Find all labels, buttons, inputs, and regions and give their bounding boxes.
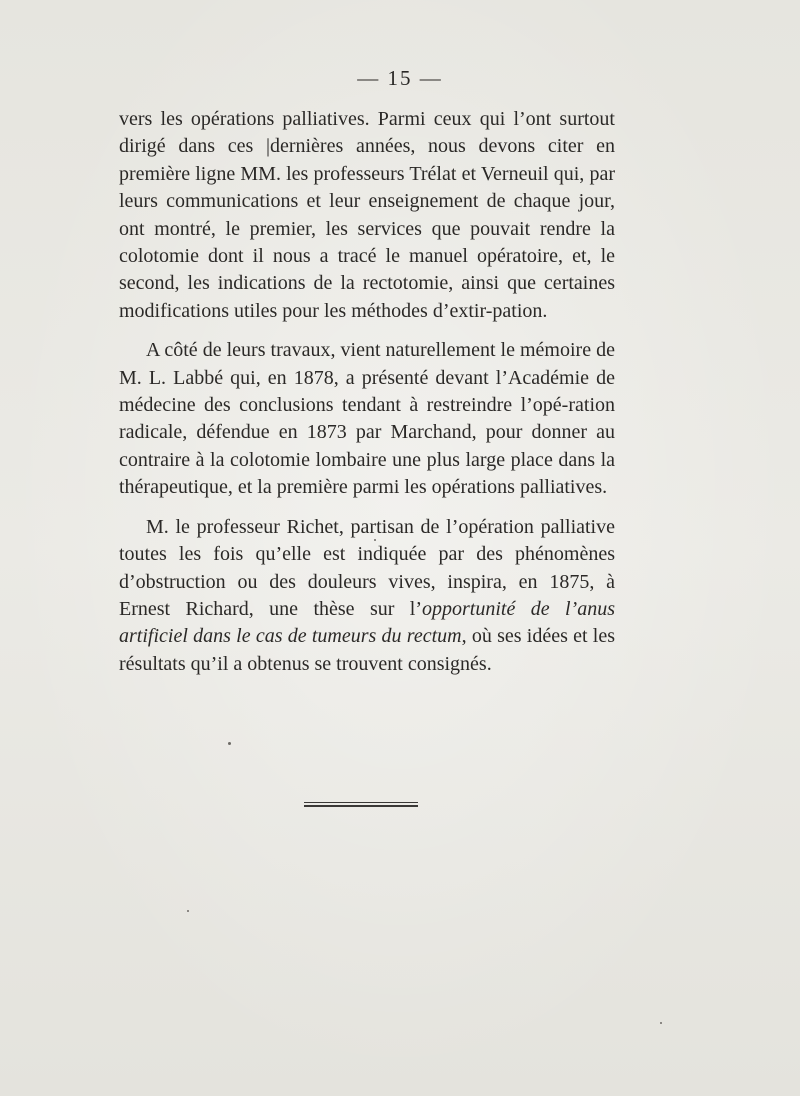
paragraph-3	[119, 514, 615, 678]
paragraph-3-text-part-1: M. le professeur Richet, partisan de l’opération palliative toutes les fois qu’elle est indiquée par des phénomènes d’obstruction ou des douleurs vives, inspira, en 1875, à Ernest Richard, une thèse sur l’	[119, 515, 615, 620]
paragraph-2-text: A côté de leurs travaux, vient naturellement le mémoire de M. L. Labbé qui, en 1878, a présenté devant l’Académie de médecine des conclusions tendant à restreindre l’opé-ration radicale, défendue en 1873 par Marchand, pour donner au contraire à la colotomie lombaire une plus large place dans la thérapeutique, et la première parmi les opérations palliatives.	[119, 339, 615, 499]
paragraph-1	[119, 106, 615, 325]
paper-speck	[374, 539, 376, 541]
body-text	[119, 106, 615, 678]
paragraph-1-text: vers les opérations palliatives. Parmi ceux qui l’ont surtout dirigé dans ces |dernières années, nous devons citer en première ligne MM. les professeurs Trélat et Verneuil qui, par leurs communications et leur enseignement de chaque jour, ont montré, le premier, les services que pouvait rendre la colotomie dont il nous a tracé le manuel opératoire, et, le second, les indications de la rectotomie, ainsi que certaines modifications utiles pour les méthodes d’extir-pation.	[119, 108, 615, 322]
paper-speck	[228, 742, 231, 745]
paragraph-3-text-part-2: , où ses idées et les résultats qu’il a obtenus se trouvent consignés.	[119, 625, 616, 675]
paragraph-gap	[119, 502, 615, 514]
rule-line-thick	[304, 805, 418, 807]
paper-speck	[660, 1022, 662, 1024]
paragraph-3-thesis-title: opportunité de l’anus artificiel dans le cas de tumeurs du rectum	[119, 597, 615, 648]
page-number: — 15 —	[357, 66, 443, 90]
paper-speck	[187, 910, 189, 912]
section-end-double-rule	[304, 802, 418, 807]
rule-line-thin	[304, 802, 418, 803]
paragraph-2	[119, 337, 615, 501]
paragraph-gap	[119, 325, 615, 337]
